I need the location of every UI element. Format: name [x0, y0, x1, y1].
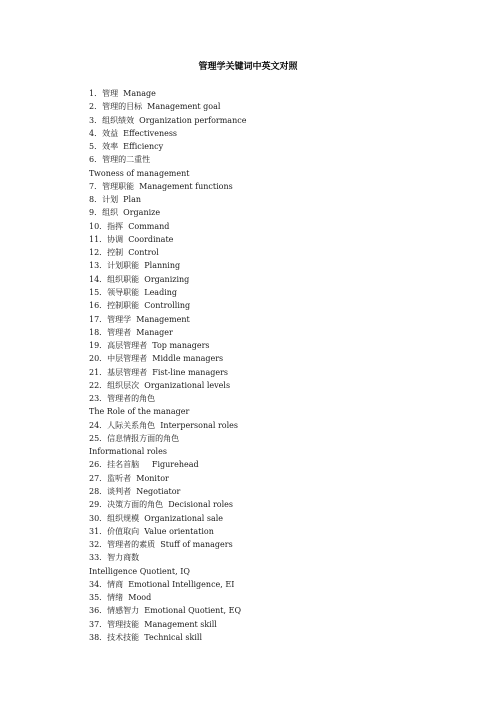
term-line: 28．谈判者 Negotiator — [89, 486, 181, 496]
term-line: 18．管理者 Manager — [89, 327, 173, 337]
term-line: 29．决策方面的角色 Decisional roles — [89, 500, 233, 510]
term-line: Intelligence Quotient, IQ — [89, 566, 190, 576]
term-line: Informational roles — [89, 447, 167, 457]
term-line: 3．组织绩效 Organization performance — [89, 115, 247, 125]
term-line: 26．挂名首脑 Figurehead — [89, 460, 199, 470]
term-line: 12．控制 Control — [89, 248, 159, 258]
term-line: 34．情商 Emotional Intelligence, EI — [89, 579, 235, 589]
term-line: 9．组织 Organize — [89, 208, 161, 218]
term-line: 1．管理 Manage — [89, 89, 156, 98]
term-line: 11．协调 Coordinate — [89, 234, 174, 244]
term-line: 24．人际关系角色 Interpersonal roles — [89, 420, 239, 430]
term-line: 21．基层管理者 Fist-line managers — [89, 367, 229, 377]
term-line: 6．管理的二重性 — [89, 155, 151, 165]
term-line: Twoness of management — [89, 168, 190, 178]
term-line: 13．计划职能 Planning — [89, 261, 181, 271]
term-line: 37．管理技能 Management skill — [89, 619, 217, 629]
term-line: 32．管理者的素质 Stuff of managers — [89, 540, 233, 550]
term-line: 20．中层管理者 Middle managers — [89, 354, 224, 364]
term-line: 14．组织职能 Organizing — [89, 274, 190, 284]
term-line: 16．控制职能 Controlling — [89, 301, 191, 311]
term-line: 10．指挥 Command — [89, 221, 170, 231]
term-line: 7．管理职能 Management functions — [89, 181, 233, 191]
term-line: 36．情感智力 Emotional Quotient, EQ — [89, 606, 242, 616]
term-line: 35．情绪 Mood — [89, 593, 152, 603]
term-line: 22．组织层次 Organizational levels — [89, 380, 231, 390]
term-line: 27．监听者 Monitor — [89, 473, 169, 483]
term-list — [89, 87, 246, 644]
term-line: 4．效益 Effectiveness — [89, 128, 178, 138]
term-line: 17．管理学 Management — [89, 314, 190, 324]
term-line: 31．价值取向 Value orientation — [89, 526, 214, 536]
term-line: 19．高层管理者 Top managers — [89, 341, 210, 351]
term-line: The Role of the manager — [89, 407, 190, 417]
term-line: 15．领导职能 Leading — [89, 287, 178, 297]
term-line: 5．效率 Efficiency — [89, 142, 164, 152]
term-line: 25．信息情报方面的角色 — [89, 433, 180, 443]
term-line: 30．组织规模 Organizational sale — [89, 513, 224, 523]
term-line: 23．管理者的角色 — [89, 394, 156, 404]
term-line: 2．管理的目标 Management goal — [89, 102, 221, 112]
document-title: 管理学关键词中英文对照 — [198, 62, 298, 72]
term-line: 33．智力商数 — [89, 553, 140, 563]
term-line: 8．计划 Plan — [89, 195, 142, 205]
term-line: 38．技术技能 Technical skill — [89, 632, 203, 642]
